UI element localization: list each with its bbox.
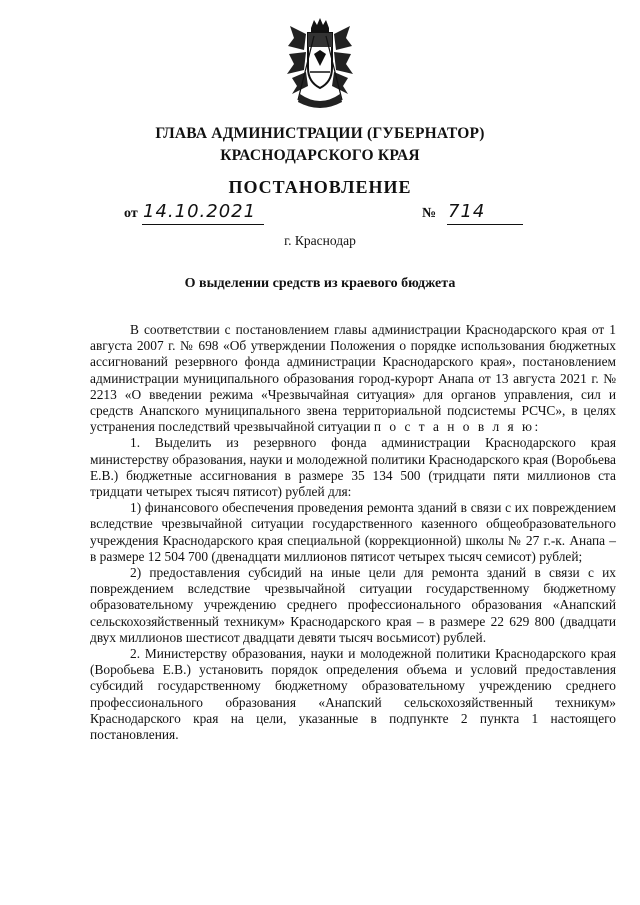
date-underline: [142, 224, 264, 225]
resolves-word: п о с т а н о в л я ю:: [373, 419, 541, 435]
document-body: [90, 322, 616, 743]
city-line: г. Краснодар: [284, 233, 356, 248]
issuer-title-line-1: ГЛАВА АДМИНИСТРАЦИИ (ГУБЕРНАТОР): [155, 125, 485, 142]
handwritten-number: 714: [448, 201, 486, 222]
preamble-text: В соответствии с постановлением главы администрации Краснодарского края от 1 августа 2007 г. № 698 «Об утверждении Положения о порядке использования бюджетных ассигнований резервного фонда администрации Краснодарского края», постановлением администрации муниципального образования город-курорт Анапа от 13 августа 2021 г. № 2213 «О введении режима «Чрезвычайная ситуация» для органов управления, сил и средств Анапского муниципального звена территориальной подсистемы РСЧС», в целях устранения последствий чрезвычайной ситуации: [90, 322, 616, 435]
item-2: 2. Министерству образования, науки и молодежной политики Краснодарского края (Воробьева Е.В.) установить порядок определения объема и условий предоставления субсидий государственному бюджетному образовательному учреждению среднего профессионального образования «Анапский сельскохозяйственный техникум» Краснодарского края на цели, указанные в подпункте 2 пункта 1 настоящего постановления.: [90, 646, 616, 743]
handwritten-date: 14.10.2021: [143, 201, 257, 222]
document-type-title: ПОСТАНОВЛЕНИЕ: [228, 177, 412, 197]
date-prefix: от: [124, 206, 138, 221]
krasnodar-coat-of-arms-icon: [284, 16, 356, 114]
document-subject: О выделении средств из краевого бюджета: [184, 276, 456, 291]
item-1-subitem-1: 1) финансового обеспечения проведения ремонта зданий в связи с их повреждением вследствие чрезвычайной ситуации государственного казенного общеобразовательного учреждения Краснодарского края специальной (коррекционной) школы № 27 г.-к. Анапа – в размере 12 504 700 (двенадцати миллионов пятисот четырех тысяч семисот) рублей;: [90, 500, 616, 564]
item-1: 1. Выделить из резервного фонда администрации Краснодарского края министерству образования, науки и молодежной политики Краснодарского края (Воробьева Е.В.) бюджетные ассигнования в размере 35 134 500 (тридцати пяти миллионов ста тридцати четырех тысяч пятисот) рублей для:: [90, 435, 616, 500]
item-1-subitem-2: 2) предоставления субсидий на иные цели для ремонта зданий в связи с их повреждением вследствие чрезвычайной ситуации государственному бюджетному образовательному учреждению среднего профессионального образования «Анапский сельскохозяйственный техникум» Краснодарского края – в размере 22 629 800 (двадцати двух миллионов шестисот двадцати девяти тысяч восьмисот) рублей.: [90, 565, 616, 645]
number-prefix: №: [422, 206, 437, 221]
issuer-title-line-2: КРАСНОДАРСКОГО КРАЯ: [220, 147, 420, 164]
number-underline: [447, 224, 523, 225]
preamble-paragraph: [90, 322, 616, 435]
